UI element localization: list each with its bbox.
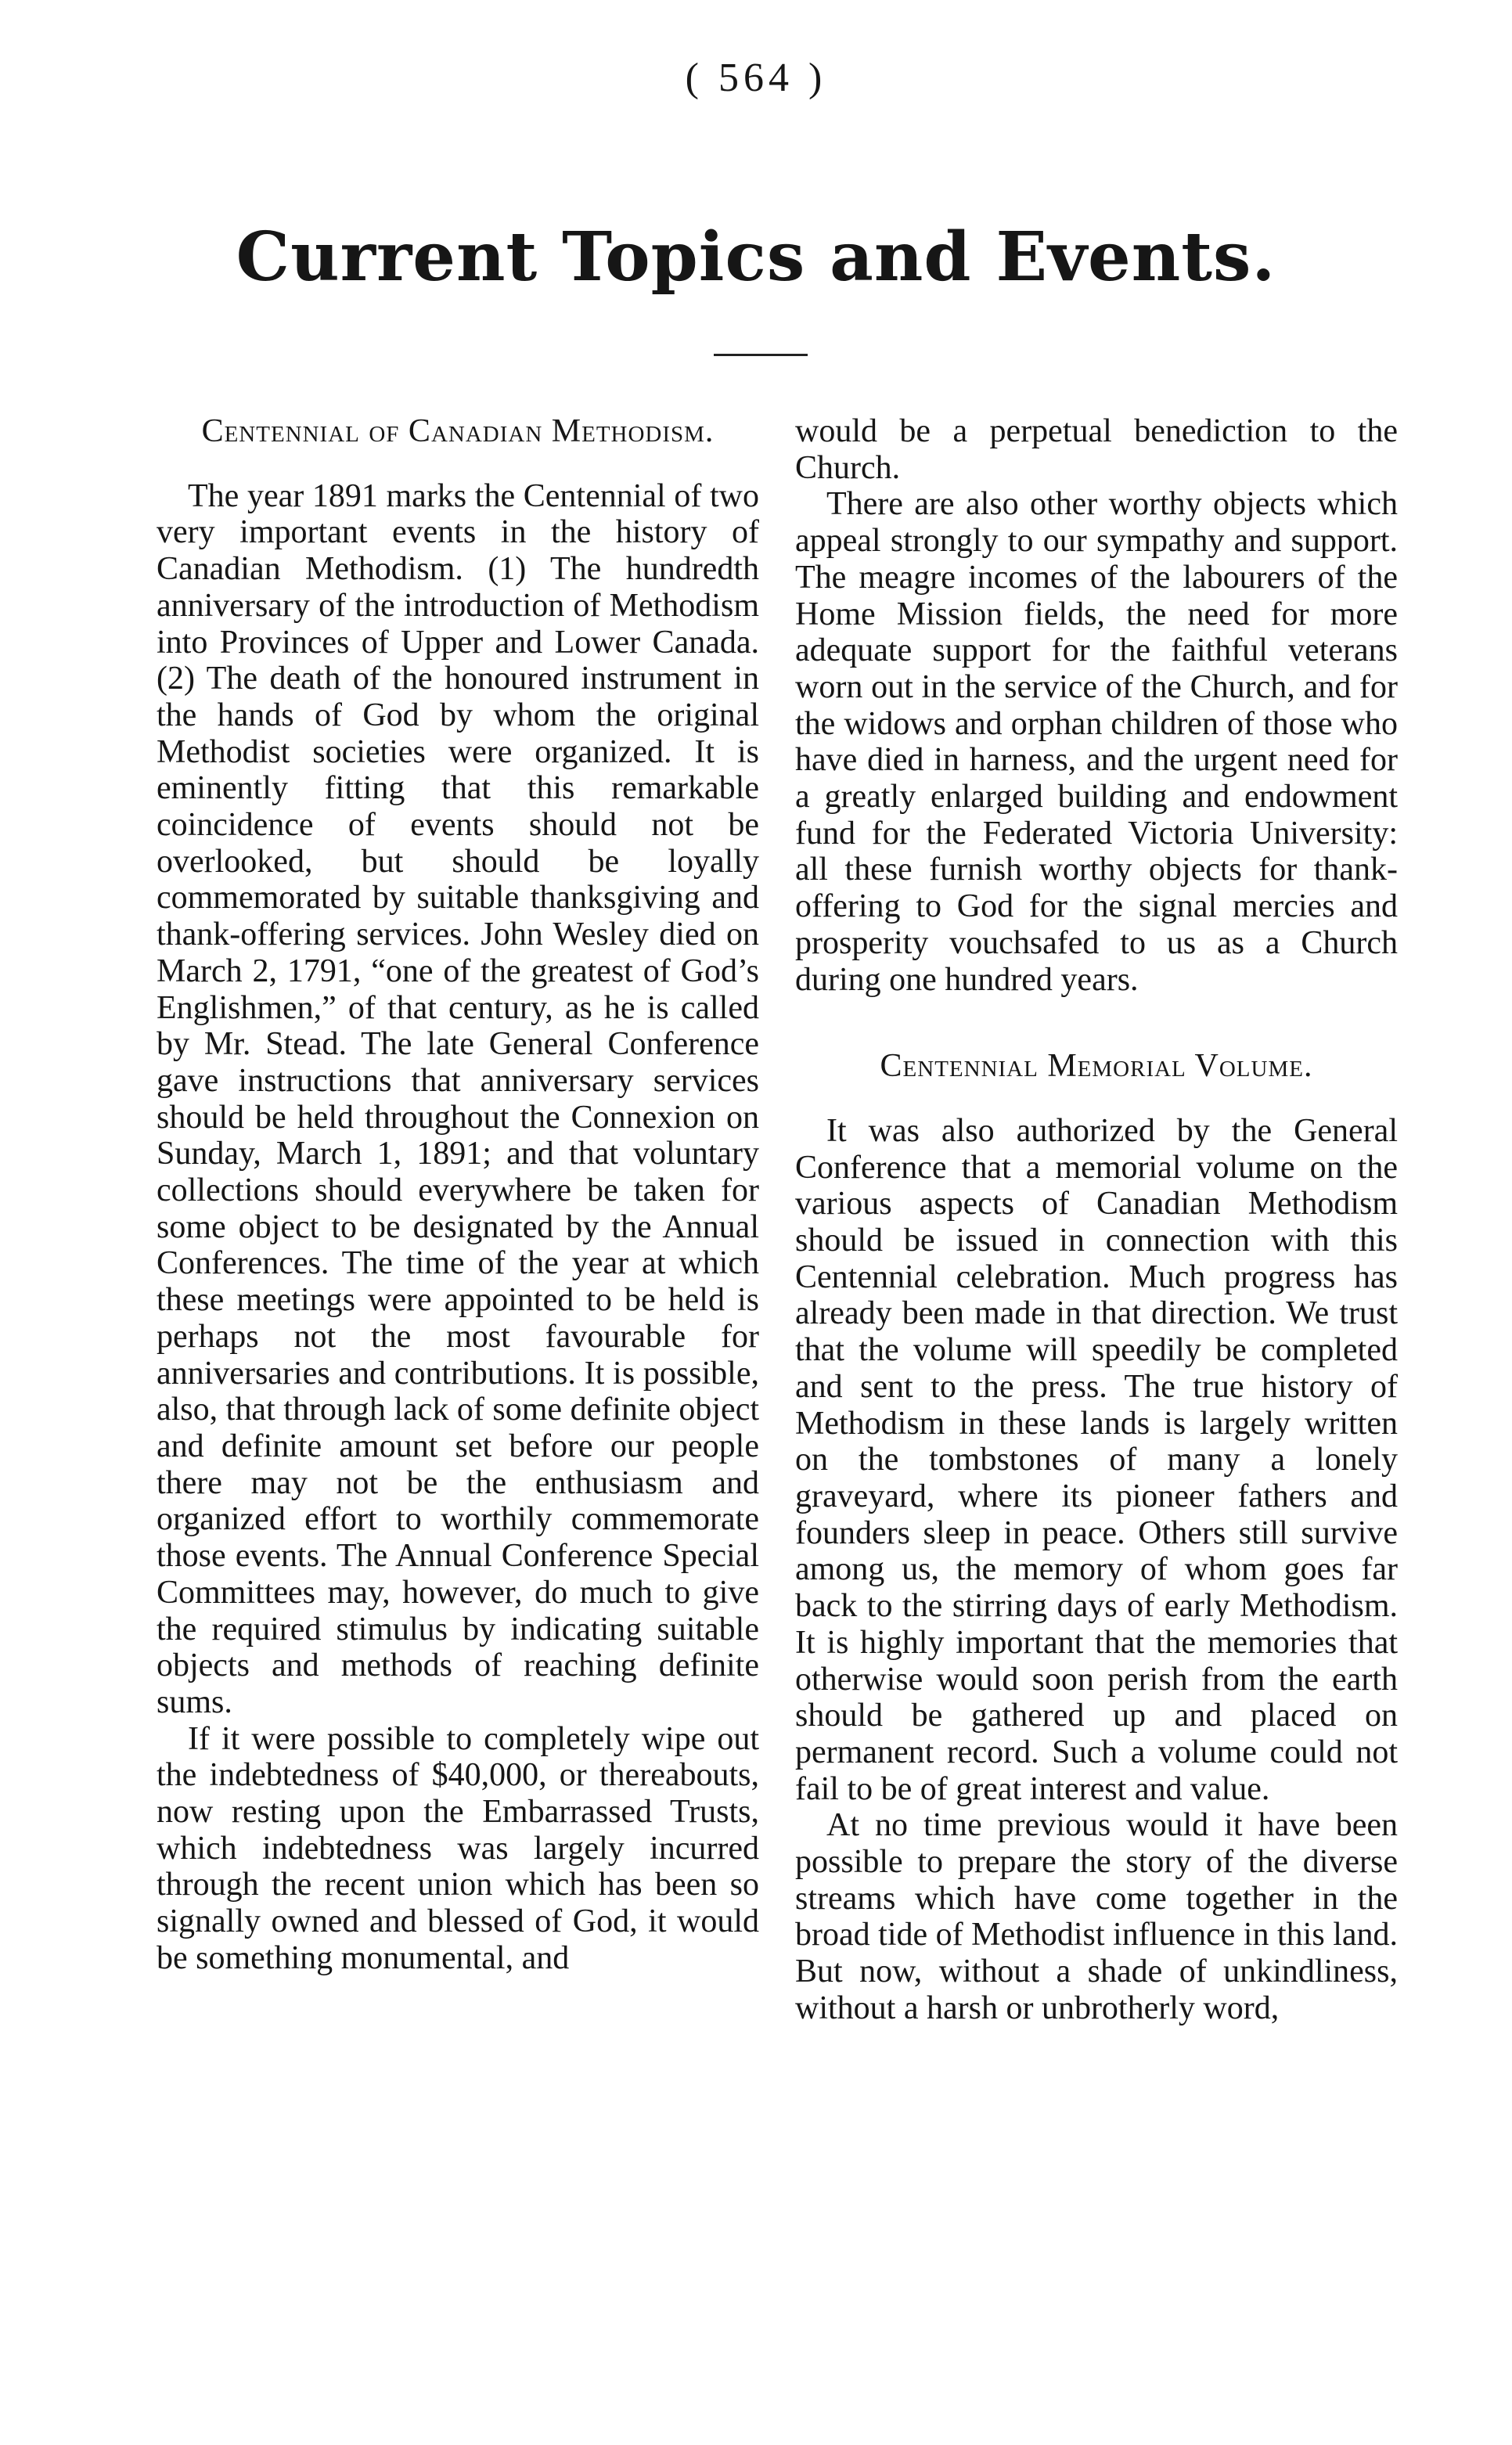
paragraph: The year 1891 marks the Centennial of two very important events in the history of Canadian Methodism. (1) The hundredth anniversary of the introduction of Methodism into Provinces of Upper and Lower Canada. (2) The death of the honoured instrument in the hands of God by whom the original Methodist societies were organized. It is eminently fitting that this remarkable coincidence of events should not be overlooked, but should be loyally commemorated by suitable thanksgiving and thank-offering services. John Wesley died on March 2, 1791, “one of the greatest of God’s Englishmen,” of that century, as he is called by Mr. Stead. The late General Conference gave instructions that anniversary services should be held throughout the Connexion on Sunday, March 1, 1891; and that voluntary collections should everywhere be taken for some object to be designated by the Annual Conferences. The time of the year at which these meetings were appointed to be held is perhaps not the most favourable for anniversaries and contributions. It is possible, also, that through lack of some definite object and definite amount set before our people there may not be the enthusiasm and organized effort to worthily commemorate those events. The Annual Conference Special Committees may, however, do much to give the required stimulus by indicating suitable objects and methods of reaching definite sums. — [157, 477, 759, 1720]
title-rule — [714, 354, 808, 356]
section-gap — [795, 998, 1398, 1048]
paragraph: If it were possible to completely wipe out the indebtedness of $40,000, or thereabouts, now resting upon the Embarrassed Trusts, which indebtedness was largely incurred through the recent union which has been so signally owned and blessed of God, it would be something monumental, and — [157, 1720, 759, 1976]
section-heading-centennial: Centennial of Canadian Methodism. — [201, 413, 715, 449]
page-number: ( 564 ) — [685, 56, 827, 100]
paragraph: At no time previous would it have been possible to prepare the story of the diverse streams which have come together in the broad tide of Methodist influence in this land. But now, without a shade of unkindliness, without a harsh or unbrotherly word, — [795, 1807, 1398, 2026]
page-title: Current Topics and Events. — [236, 218, 1276, 297]
paragraph: It was also authorized by the General Conference that a memorial volume on the various aspects of Canadian Methodism should be issued in connection with this Centennial celebration. Much progress has already been made in that direction. We trust that the volume will speedily be completed and sent to the press. The true history of Methodism in these lands is largely written on the tombstones of many a lonely graveyard, where its pioneer fathers and founders sleep in peace. Others still survive among us, the memory of whom goes far back to the stirring days of early Methodism. It is highly important that the memories that otherwise would soon perish from the earth should be gathered up and placed on permanent record. Such a volume could not fail to be of great interest and value. — [795, 1112, 1398, 1807]
left-column — [157, 413, 759, 1977]
section-heading-memorial-volume: Centennial Memorial Volume. — [880, 1048, 1313, 1085]
paragraph: would be a perpetual benediction to the Church. — [795, 413, 1398, 486]
paragraph: There are also other worthy objects which appeal strongly to our sympathy and support. The meagre incomes of the labourers of the Home Mission fields, the need for more adequate support for the faithful veterans worn out in the service of the Church, and for the widows and orphan children of those who have died in harness, and the urgent need for a greatly enlarged building and endowment fund for the Federated Victoria University: all these furnish worthy objects for thank-offering to God for the signal mercies and prosperity vouchsafed to us as a Church during one hundred years. — [795, 486, 1398, 998]
right-column — [795, 413, 1398, 2027]
